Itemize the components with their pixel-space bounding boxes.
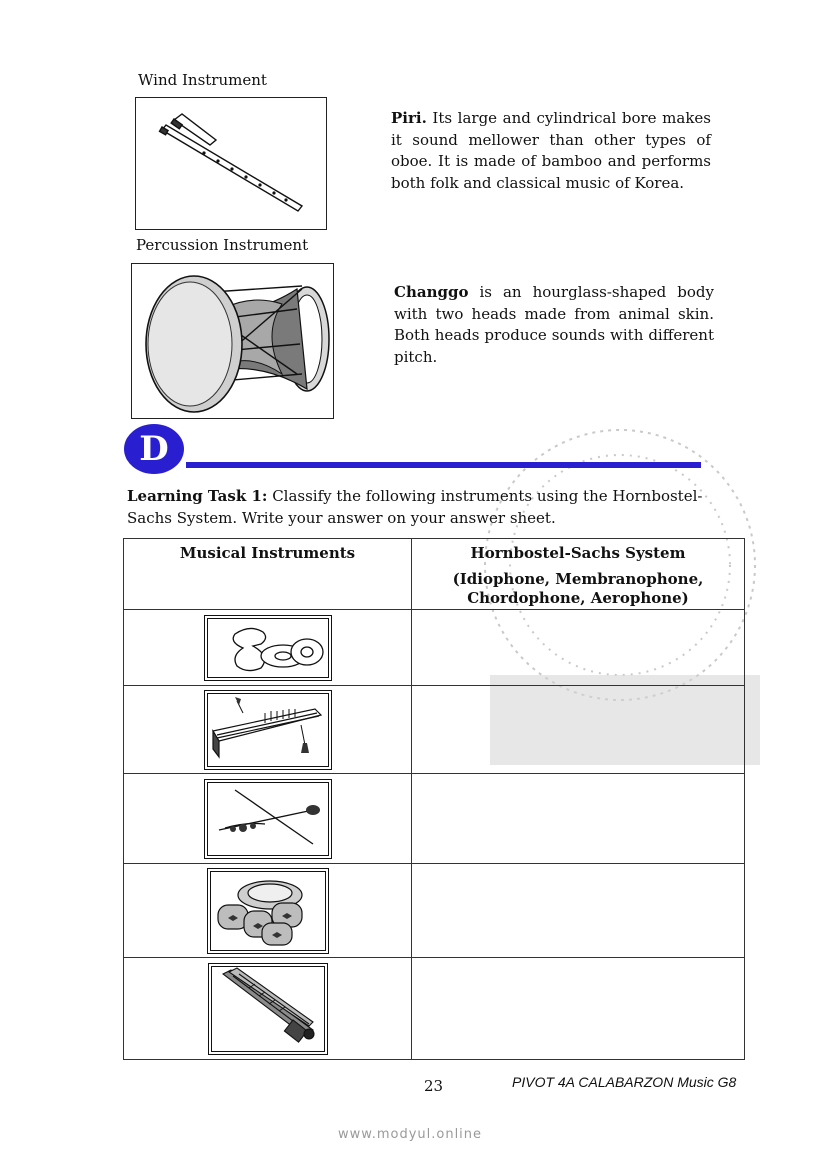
classification-table bbox=[123, 538, 745, 1060]
piri-name: Piri. bbox=[391, 109, 427, 127]
task-text: Classify the following instruments using the Hornbostel-Sachs System. Write your answer on your answer sheet. bbox=[127, 487, 703, 527]
percussion-heading: Percussion Instrument bbox=[136, 236, 309, 254]
table-row bbox=[124, 686, 745, 774]
site-watermark: www.modyul.online bbox=[338, 1127, 483, 1142]
page-number: 23 bbox=[424, 1077, 444, 1095]
piri-picture bbox=[135, 97, 327, 230]
zither-icon bbox=[205, 691, 331, 769]
answer-cell[interactable] bbox=[412, 610, 745, 686]
col2-subheader-line2: Chordophone, Aerophone) bbox=[467, 589, 689, 607]
task-label: Learning Task 1: bbox=[127, 487, 268, 505]
zither-picture bbox=[204, 690, 332, 770]
changgo-name: Changgo bbox=[394, 283, 469, 301]
col-instruments-header bbox=[124, 539, 412, 610]
footer-series: PIVOT 4A CALABARZON Music G8 bbox=[512, 1074, 737, 1090]
table-header-row bbox=[124, 539, 745, 610]
changgo-picture bbox=[131, 263, 334, 419]
section-badge: D bbox=[124, 424, 184, 474]
table-row bbox=[124, 774, 745, 864]
answer-cell[interactable] bbox=[412, 864, 745, 958]
piri-icon bbox=[136, 98, 326, 229]
col-system-header bbox=[412, 539, 745, 610]
col1-header-label: Musical Instruments bbox=[179, 544, 356, 562]
pipes-picture bbox=[208, 963, 328, 1055]
answer-cell[interactable] bbox=[412, 774, 745, 864]
wind-heading: Wind Instrument bbox=[138, 71, 267, 89]
table-row bbox=[124, 610, 745, 686]
answer-cell[interactable] bbox=[412, 686, 745, 774]
table-row bbox=[124, 864, 745, 958]
drums-picture bbox=[207, 868, 329, 954]
piri-description: Its large and cylindrical bore makes it sound mellower than other types of oboe. It is made of bamboo and performs both folk and classical music of Korea. bbox=[391, 109, 711, 192]
fiddle-icon bbox=[205, 780, 331, 858]
drums-icon bbox=[208, 869, 328, 953]
cymbals-picture bbox=[204, 615, 332, 681]
changgo-icon bbox=[132, 264, 333, 418]
col2-header-label: Hornbostel-Sachs System bbox=[470, 544, 686, 562]
answer-cell[interactable] bbox=[412, 958, 745, 1060]
fiddle-picture bbox=[204, 779, 332, 859]
table-row bbox=[124, 958, 745, 1060]
learning-task bbox=[127, 485, 747, 529]
cymbals-icon bbox=[205, 616, 331, 680]
changgo-description: is an hourglass-shaped body with two heads made from animal skin. Both heads produce sounds with different pitch. bbox=[394, 283, 714, 366]
pipes-icon bbox=[209, 964, 327, 1054]
section-rule bbox=[186, 462, 701, 468]
col2-subheader-line1: (Idiophone, Membranophone, bbox=[452, 570, 704, 588]
